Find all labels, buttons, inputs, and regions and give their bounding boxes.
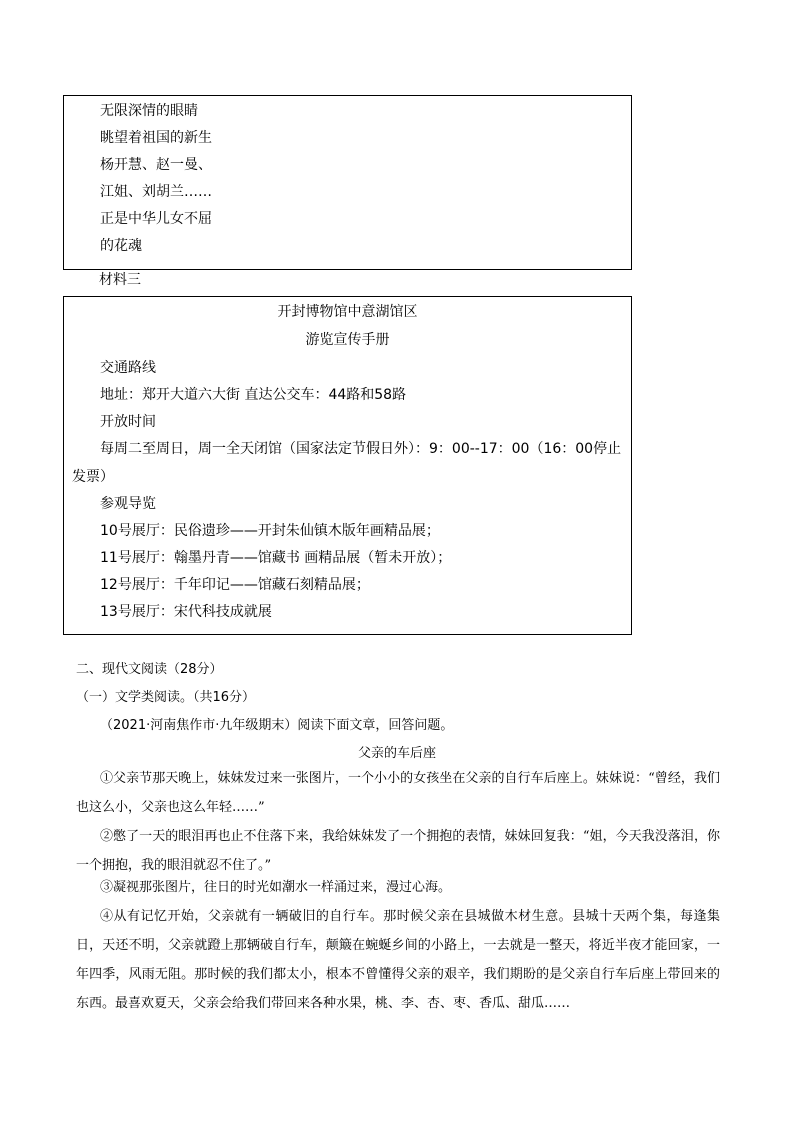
poem-line: 正是中华儿女不屈 [100, 211, 212, 227]
handbook-subtitle: 游览宣传手册 [305, 332, 390, 348]
article-paragraph: ③凝视那张图片，往日的时光如潮水一样涌过来，漫过心海。 [100, 880, 452, 895]
subsection-heading: （一）文学类阅读。（共16分） [76, 690, 256, 705]
article-paragraph: ②憋了一天的眼泪再也止不住落下来，我给妹妹发了一个拥抱的表情，妹妹回复我：“姐，今天我没落泪，你一个拥抱，我的眼泪就忍不住了。” [76, 829, 720, 873]
poem-line: 无限深情的眼睛 [100, 103, 198, 119]
guide-heading: 参观导览 [100, 496, 156, 512]
address-line: 地址：郑开大道六大街 直达公交车：44路和58路 [100, 387, 407, 403]
poem-line: 的花魂 [100, 238, 142, 254]
article-paragraph: ④从有记忆开始，父亲就有一辆破旧的自行车。那时候父亲在县城做木材生意。县城十天两个集，每逢集日，天还不明，父亲就蹬上那辆破自行车，颠簸在蜿蜒乡间的小路上，一去就是一整天，将近半夜才能回家，一年四季，风雨无阻。那时候的我们都太小，根本不曾懂得父亲的艰辛，我们期盼的是父亲自行车后座上带回来的东西。最喜欢夏天，父亲会给我们带回来各种水果，桃、李、杏、枣、香瓜、甜瓜…… [76, 909, 720, 1011]
poem-line: 眺望着祖国的新生 [100, 130, 212, 146]
poem-line: 江姐、刘胡兰…… [100, 184, 212, 200]
hall-item: 11号展厅：翰墨丹青——馆藏书 画精品展（暂未开放）； [100, 550, 452, 566]
material-three-label: 材料三 [99, 272, 141, 288]
section-heading: 二、现代文阅读（28分） [76, 662, 223, 677]
route-heading: 交通路线 [100, 360, 156, 376]
poem-box [63, 95, 632, 270]
hall-item: 12号展厅：千年印记——馆藏石刻精品展； [100, 577, 370, 593]
handbook-title: 开封博物馆中意湖馆区 [277, 304, 418, 320]
poem-line: 杨开慧、赵一曼、 [100, 157, 212, 173]
museum-handbook-box [63, 296, 632, 635]
hall-item: 10号展厅：民俗遗珍——开封朱仙镇木版年画精品展； [100, 523, 440, 539]
article-paragraph: ①父亲节那天晚上，妹妹发过来一张图片，一个小小的女孩坐在父亲的自行车后座上。妹妹说：“曾经，我们也这么小，父亲也这么年轻……” [76, 771, 720, 815]
hours-heading: 开放时间 [100, 414, 156, 430]
question-source: （2021·河南焦作市·九年级期末）阅读下面文章，回答问题。 [100, 718, 454, 733]
article-title: 父亲的车后座 [357, 746, 436, 761]
hours-text: 每周二至周日，周一全天闭馆（国家法定节假日外）：9：00--17：00（16：00停止发票） [72, 441, 622, 485]
hall-item: 13号展厅：宋代科技成就展 [100, 604, 272, 620]
